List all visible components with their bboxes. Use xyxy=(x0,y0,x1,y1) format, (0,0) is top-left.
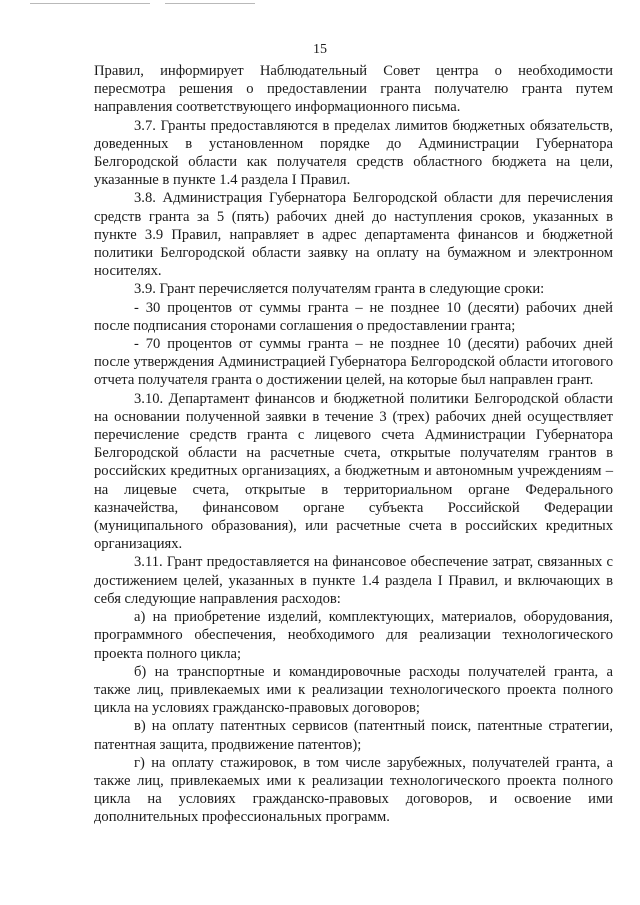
paragraph-continuation: Правил, информирует Наблюдательный Совет центра о необходимости пересмотра решения о предоставлении гранта получателю гранта путем направления соответствующего информационного письма. xyxy=(94,63,613,116)
document-body xyxy=(94,62,613,827)
list-item-a: а) на приобретение изделий, комплектующих, материалов, оборудования, программного обеспечения, необходимого для реализации технологического проекта полного цикла; xyxy=(94,609,613,662)
scan-artifact-line xyxy=(30,3,150,4)
scan-artifact-line xyxy=(165,3,255,4)
list-item-70-percent: - 70 процентов от суммы гранта – не позднее 10 (десяти) рабочих дней после утверждения Администрацией Губернатора Белгородской области итогового отчета получателя гранта о достижении целей, на которые был направлен грант. xyxy=(94,336,613,389)
page-number: 15 xyxy=(313,42,327,57)
paragraph-3-10: 3.10. Департамент финансов и бюджетной политики Белгородской области на основании полученной заявки в течение 3 (трех) рабочих дней осуществляет перечисление средств гранта с лицевого счета Администрации Губернатора Белгородской области на расчетные счета, открытые получателям грантов в российских кредитных организациях, а бюджетным и автономным учреждениям – на лицевые счета, открытые в территориальном органе Федерального казначейства, финансовом органе субъекта Российской Федерации (муниципального образования), или расчетные счета в российских кредитных организациях. xyxy=(94,390,613,553)
list-item-g: г) на оплату стажировок, в том числе зарубежных, получателей гранта, а также лиц, привлекаемых ими к реализации технологического проекта полного цикла на условиях гражданско-правовых договоров, и освоение ими дополнительных профессиональных программ. xyxy=(94,754,613,826)
paragraph-3-9: 3.9. Грант перечисляется получателям гранта в следующие сроки: xyxy=(134,281,545,298)
list-item-30-percent: - 30 процентов от суммы гранта – не позднее 10 (десяти) рабочих дней после подписания сторонами соглашения о предоставлении гранта; xyxy=(94,299,613,334)
paragraph-3-11: 3.11. Грант предоставляется на финансовое обеспечение затрат, связанных с достижением целей, указанных в пункте 1.4 раздела I Правил, и включающих в себя следующие направления расходов: xyxy=(94,554,613,607)
paragraph-3-7: 3.7. Гранты предоставляются в пределах лимитов бюджетных обязательств, доведенных в установленном порядке до Администрации Губернатора Белгородской области как получателя средств областного бюджета на цели, указанные в пункте 1.4 раздела I Правил. xyxy=(94,117,613,189)
list-item-v: в) на оплату патентных сервисов (патентный поиск, патентные стратегии, патентная защита, продвижение патентов); xyxy=(94,718,613,753)
list-item-b: б) на транспортные и командировочные расходы получателей гранта, а также лиц, привлекаемых ими к реализации технологического проекта полного цикла на условиях гражданско-правовых договоров; xyxy=(94,663,613,717)
paragraph-3-8: 3.8. Администрация Губернатора Белгородской области для перечисления средств гранта за 5 (пять) рабочих дней до наступления сроков, указанных в пункте 3.9 Правил, направляет в адрес департамента финансов и бюджетной политики Белгородской области заявку на оплату на бумажном и электронном носителях. xyxy=(94,190,613,280)
